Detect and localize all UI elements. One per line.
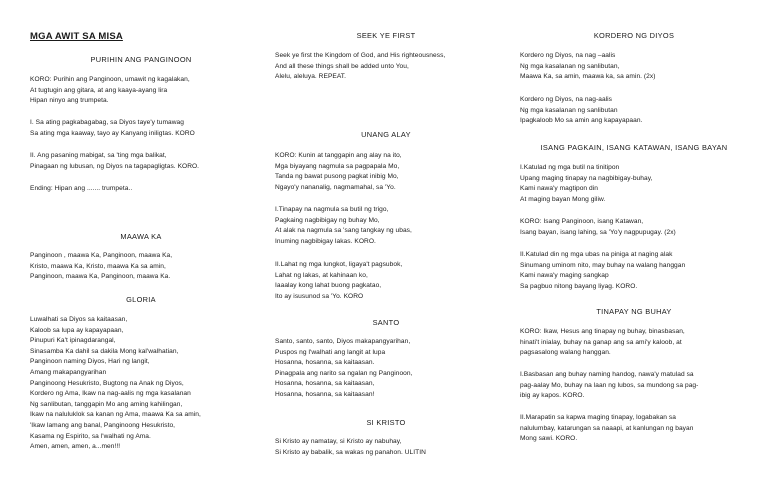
maawa-text: Panginoon , maawa Ka, Panginoon, maawa Ka, Kristo, maawa Ka, Kristo, maawa Ka sa amin, Panginoon, maawa Ka, Panginoon, maawa Ka. bbox=[30, 252, 173, 281]
song-heading-kordero: KORDERO NG DIYOS bbox=[593, 31, 675, 40]
gloria-text: Luwalhati sa Diyos sa kaitaasan, Kaloob sa lupa ay kapayapaan, Pinupuri Ka't ipinagdarangal, Sinasamba Ka dahil sa dakila Mong kal'walhatian, Panginoon naming Diyos, Hari ng langit, Amang makapangyarihan Panginoong Hesukristo, Bugtong na Anak ng Diyos, Kordero ng Ama, Ikaw na nag-aalis ng mga kasalanan Ng sanlibutan, tanggapin Mo ang aming kahilingan, Ikaw na naluluklok sa kanan ng Ama, maawa Ka sa amin, 'Ikaw lamang ang banal, Panginoong Hesukristo, Kasama ng Espirito, sa l'walhati ng Ama. Amen, amen, amen, a...men!!! bbox=[30, 316, 201, 451]
unang-verse-1: I.Tinapay na nagmula sa butil ng trigo, Pagkaing nagbibigay ng buhay Mo, At alak na nagmula sa 'sang tangkay ng ubas, Inuming nagbibigay lakas. KORO. bbox=[275, 206, 412, 245]
song-heading-santo: SANTO bbox=[372, 318, 400, 327]
unang-verse-2: II.Lahat ng mga lungkot, ligaya't pagsubok, Lahat ng lakas, at kahinaan ko, Iaaalay kong lahat buong pagkatao, Ito ay isusunod sa 'Yo. KORO bbox=[275, 261, 403, 300]
santo-text: Santo, santo, santo, Diyos makapangyarihan, Puspos ng l'walhati ang langit at lupa Hosanna, hosanna, sa kaitaasan. Pinagpala ang narito sa ngalan ng Panginoon, Hosanna, hosanna, sa kaitaasan, Hosanna, hosanna, sa kaitaasan! bbox=[275, 338, 413, 398]
song-heading-si-kristo: SI KRISTO bbox=[366, 418, 406, 427]
song-heading-isang-pagkain: ISANG PAGKAIN, ISANG KATAWAN, ISANG BAYAN bbox=[540, 143, 728, 152]
purihin-ending: Ending: Hipan ang ....... trumpeta.. bbox=[30, 185, 133, 192]
kordero-text-2: Kordero ng Diyos, na nag-aalis Ng mga kasalanan ng sanlibutan Ipagkaloob Mo sa amin ang kapayapaan. bbox=[520, 96, 643, 125]
isang-koro: KORO: Isang Panginoon, isang Katawan, Isang bayan, isang lahing, sa 'Yo'y nagpupugay. (2x) bbox=[520, 218, 676, 236]
song-heading-tinapay: TINAPAY NG BUHAY bbox=[596, 307, 672, 316]
page-title: MGA AWIT SA MISA bbox=[30, 31, 123, 42]
tinapay-verse-2: II.Marapatin sa kapwa maging tinapay, logabakan sa nalulumbay, katarungan sa naaapi, at kanlungan ng bayan Mong sawi. KORO. bbox=[520, 414, 694, 443]
isang-verse-1: I.Katulad ng mga butil na tinitipon Upang maging tinapay na nagbibigay-buhay, Kami nawa'y magtipon din At maging bayan Mong giliw. bbox=[520, 164, 653, 203]
song-heading-seek: SEEK YE FIRST bbox=[356, 31, 416, 40]
purihin-verse-1: I. Sa ating pagkabagabag, sa Diyos taye'y tumawag Sa ating mga kaaway, tayo ay Kanyang iniligtas. KORO bbox=[30, 119, 195, 137]
song-heading-maawa: MAAWA KA bbox=[120, 232, 162, 241]
purihin-koro: KORO: Purihin ang Panginoon, umawit ng kagalakan, At tugtugin ang gitara, at ang kaaya-ayang lira Hipan ninyo ang trumpeta. bbox=[30, 76, 190, 105]
song-heading-unang-alay: UNANG ALAY bbox=[361, 130, 411, 139]
unang-koro: KORO: Kunin at tanggapin ang alay na ito, Mga biyayang nagmula sa pagpapala Mo, Tanda ng bawat pusong pagkat inibig Mo, Ngayo'y nananalig, nagmamahal, sa 'Yo. bbox=[275, 152, 402, 191]
kordero-text-1: Kordero ng Diyos, na nag –aalis Ng mga kasalanan ng sanlibutan, Maawa Ka, sa amin, maawa ka, sa amin. (2x) bbox=[520, 52, 656, 81]
sikristo-text: Si Kristo ay namatay, si Kristo ay nabuhay, Si Kristo ay babalik, sa wakas ng panahon. ULITIN bbox=[275, 438, 426, 456]
song-heading-gloria: GLORIA bbox=[126, 295, 156, 304]
tinapay-verse-1: I.Basbasan ang buhay naming handog, nawa'y matulad sa pag-aalay Mo, buhay na laan ng lubos, sa mundong sa pag- ibig ay kapos. KORO. bbox=[520, 371, 699, 400]
tinapay-koro: KORO: Ikaw, Hesus ang tinapay ng buhay, binasbasan, hinati't inialay, buhay na ganap ang sa ami'y kaloob, at pagsasalong walang hanggan. bbox=[520, 328, 685, 357]
isang-verse-2: II.Katulad din ng mga ubas na piniga at naging alak Sinumang uminom nito, may buhay na walang hanggan Kami nawa'y maging sangkap Sa pagbuo nitong bayang liyag. KORO. bbox=[520, 251, 686, 290]
purihin-verse-2: II. Ang pasaning mabigat, sa 'ting mga balikat, Pinagaan ng lubusan, ng Diyos na tagapagligtas. KORO. bbox=[30, 152, 200, 170]
song-heading-purihin: PURIHIN ANG PANGINOON bbox=[90, 55, 192, 64]
seek-text: Seek ye first the Kingdom of God, and His righteousness, And all these things shall be added unto You, Alelu, aleluya. REPEAT. bbox=[275, 52, 446, 81]
